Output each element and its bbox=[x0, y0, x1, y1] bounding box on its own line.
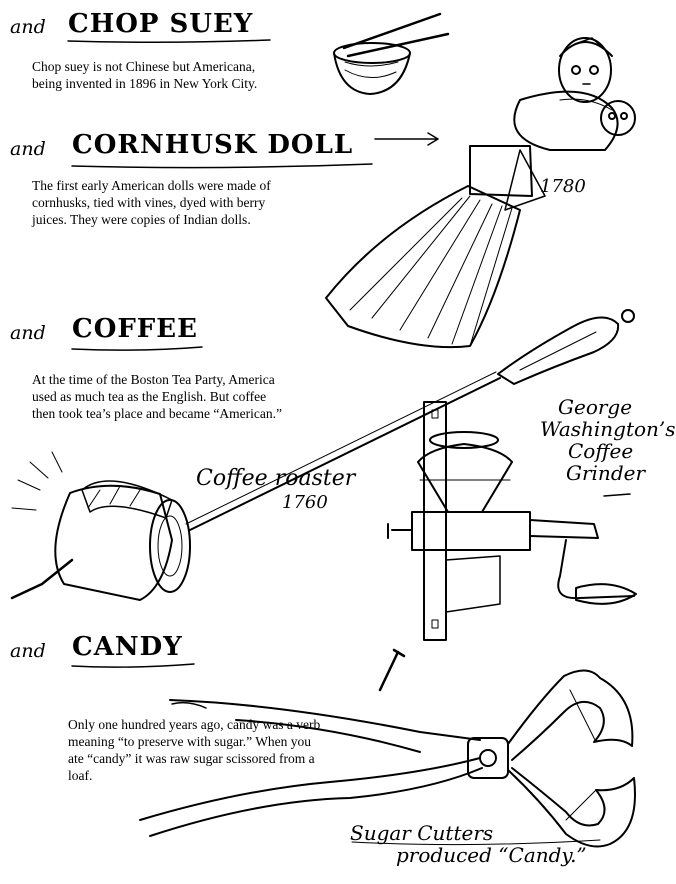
section-connector: and bbox=[10, 138, 46, 160]
section-title-candy: CANDY bbox=[72, 632, 183, 662]
roaster-year-caption: 1760 bbox=[282, 492, 328, 513]
caption-line: Grinder bbox=[566, 461, 646, 485]
section-connector: and bbox=[10, 16, 46, 38]
grinder-caption bbox=[540, 396, 676, 484]
text-line: ate “candy” it was raw sugar scissored from a bbox=[68, 751, 315, 766]
section-connector: and bbox=[10, 640, 46, 662]
text-line: juices. They were copies of Indian dolls. bbox=[32, 212, 251, 227]
section-title-cornhusk-doll: CORNHUSK DOLL bbox=[72, 130, 354, 160]
section-paragraph-coffee bbox=[32, 371, 332, 422]
section-paragraph-candy bbox=[68, 716, 368, 784]
caption-line: George bbox=[558, 395, 633, 419]
arrow-icon bbox=[375, 133, 438, 145]
doll-year-caption: 1780 bbox=[540, 176, 586, 197]
text-line: cornhusks, tied with vines, dyed with berry bbox=[32, 195, 266, 210]
section-paragraph-cornhusk-doll bbox=[32, 177, 332, 228]
caption-line: produced “Candy.” bbox=[396, 843, 587, 867]
text-line: used as much tea as the English. But coffee bbox=[32, 389, 267, 404]
section-title-chop-suey: CHOP SUEY bbox=[68, 9, 254, 39]
section-paragraph-chop-suey bbox=[32, 58, 332, 92]
roaster-caption: Coffee roaster bbox=[196, 466, 356, 491]
caption-line: Coffee bbox=[568, 439, 634, 463]
text-line: Only one hundred years ago, candy was a verb bbox=[68, 717, 321, 732]
cornhusk-doll-icon bbox=[326, 38, 635, 347]
cutters-caption bbox=[350, 822, 587, 866]
text-line: then took tea’s place and became “American.” bbox=[32, 406, 283, 421]
text-line: At the time of the Boston Tea Party, America bbox=[32, 372, 275, 387]
text-line: meaning “to preserve with sugar.” When you bbox=[68, 734, 312, 749]
text-line: loaf. bbox=[68, 768, 93, 783]
text-line: Chop suey is not Chinese but Americana, bbox=[32, 59, 256, 74]
section-title-coffee: COFFEE bbox=[72, 314, 198, 344]
text-line: The first early American dolls were made of bbox=[32, 178, 271, 193]
text-line: being invented in 1896 in New York City. bbox=[32, 76, 258, 91]
section-connector: and bbox=[10, 322, 46, 344]
caption-line: Washington’s bbox=[540, 417, 676, 441]
caption-line: Sugar Cutters bbox=[350, 821, 494, 845]
bowl-with-chopsticks-icon bbox=[334, 14, 448, 94]
